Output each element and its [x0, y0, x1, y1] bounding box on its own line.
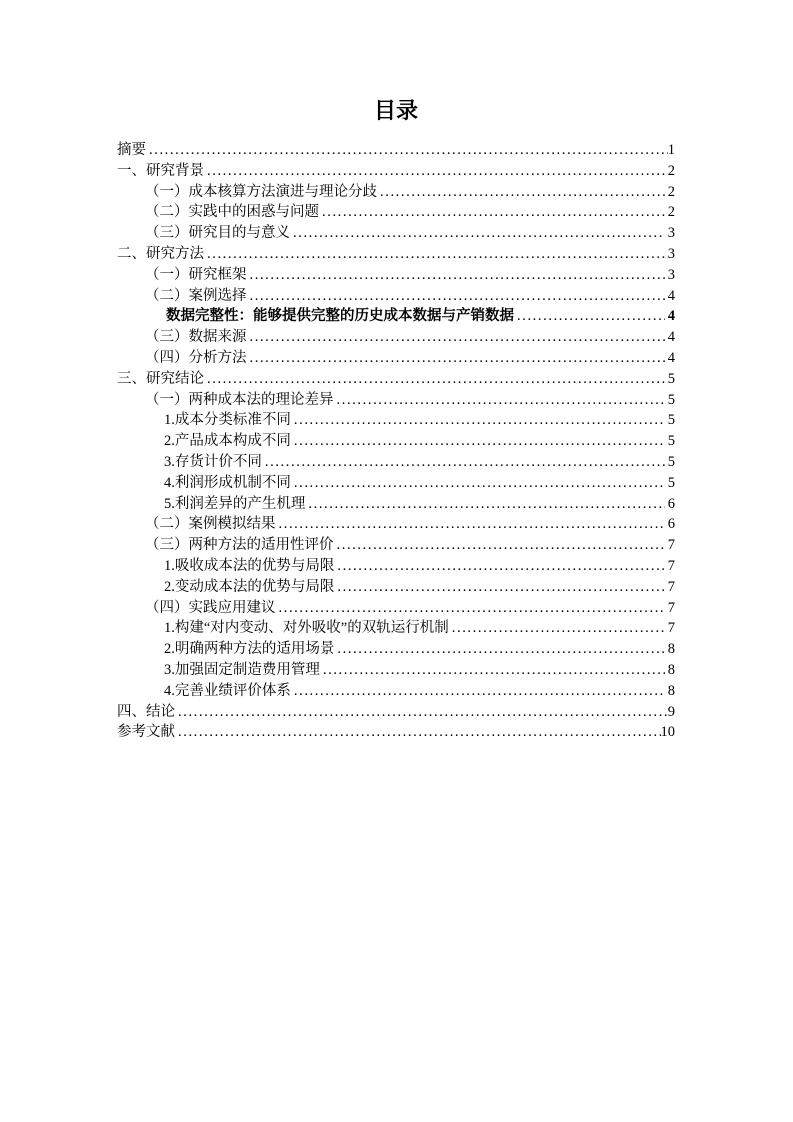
toc-entry[interactable] [117, 514, 675, 535]
dot-leader [337, 390, 665, 411]
toc-entry[interactable] [117, 182, 675, 203]
toc-entry-page: 2 [667, 204, 675, 221]
toc-entry[interactable] [117, 535, 675, 556]
toc-entry-label: 四、结论 [117, 703, 175, 720]
toc-entry-page: 5 [667, 433, 675, 450]
dot-leader [337, 556, 664, 577]
dot-leader [337, 577, 664, 598]
toc-entry-label: （二）案例模拟结果 [145, 516, 276, 533]
toc-entry-label: 二、研究方法 [117, 245, 204, 262]
toc-entry-page: 1 [667, 142, 675, 158]
toc-entry-page: 7 [667, 537, 675, 554]
toc-entry-page: 4 [667, 349, 675, 366]
toc-entry-label: 2.产品成本构成不同 [164, 433, 291, 450]
toc-entry-page: 7 [667, 578, 675, 595]
toc-entry-label: （四）分析方法 [145, 349, 247, 366]
toc-entry[interactable] [117, 494, 675, 515]
toc-list [117, 140, 675, 743]
toc-entry[interactable] [117, 223, 675, 244]
toc-entry-page: 10 [660, 724, 675, 741]
dot-leader [149, 140, 668, 161]
toc-entry[interactable] [117, 639, 675, 660]
toc-entry-label: 1.成本分类标准不同 [164, 412, 291, 429]
dot-leader [380, 182, 665, 203]
toc-entry-page: 5 [667, 391, 675, 408]
toc-entry-label: 5.利润差异的产生机理 [164, 495, 306, 512]
toc-entry[interactable] [117, 473, 675, 494]
toc-entry-label: （一）成本核算方法演进与理论分歧 [145, 183, 377, 200]
dot-leader [294, 473, 665, 494]
dot-leader [294, 410, 665, 431]
toc-entry-page: 2 [667, 162, 675, 179]
toc-entry-page: 5 [667, 453, 675, 470]
toc-entry-label: （三）数据来源 [145, 329, 247, 346]
dot-leader [308, 494, 664, 515]
dot-leader [207, 369, 668, 390]
dot-leader [337, 639, 664, 660]
dot-leader [337, 535, 665, 556]
toc-entry-label: 4.完善业绩评价体系 [164, 682, 291, 699]
toc-entry-page: 4 [667, 308, 675, 325]
toc-entry-page: 6 [667, 495, 675, 512]
toc-entry[interactable] [117, 244, 675, 265]
toc-entry-page: 6 [667, 516, 675, 533]
toc-entry[interactable] [117, 140, 675, 161]
toc-entry-page: 3 [667, 225, 675, 242]
dot-leader [250, 265, 665, 286]
toc-entry[interactable] [117, 410, 675, 431]
dot-leader [178, 702, 668, 723]
toc-entry-label: 4.利润形成机制不同 [164, 474, 291, 491]
toc-entry[interactable] [117, 702, 675, 723]
toc-entry-page: 5 [667, 474, 675, 491]
dot-leader [250, 327, 665, 348]
toc-entry[interactable] [117, 390, 675, 411]
toc-entry[interactable] [117, 327, 675, 348]
toc-entry[interactable] [117, 722, 675, 743]
toc-entry-page: 5 [667, 412, 675, 429]
toc-entry-label: 3.加强固定制造费用管理 [164, 661, 320, 678]
dot-leader [250, 348, 665, 369]
toc-entry[interactable] [117, 618, 675, 639]
toc-entry[interactable] [117, 598, 675, 619]
toc-entry-label: （二）实践中的困惑与问题 [145, 204, 319, 221]
toc-entry-label: 参考文献 [117, 724, 175, 741]
toc-entry[interactable] [117, 577, 675, 598]
toc-entry[interactable] [117, 369, 675, 390]
toc-entry-label: 三、研究结论 [117, 370, 204, 387]
toc-entry-page: 9 [667, 703, 675, 720]
toc-entry-page: 8 [667, 682, 675, 699]
toc-entry-label: 1.吸收成本法的优势与局限 [164, 557, 335, 574]
dot-leader [323, 660, 665, 681]
toc-entry-label: （二）案例选择 [145, 287, 247, 304]
toc-entry-page: 4 [667, 329, 675, 346]
toc-entry-page: 7 [667, 620, 675, 637]
toc-entry[interactable] [117, 681, 675, 702]
toc-entry[interactable] [117, 161, 675, 182]
dot-leader [279, 514, 665, 535]
toc-entry-page: 7 [667, 599, 675, 616]
dot-leader [294, 681, 665, 702]
toc-entry-label: 摘要 [117, 142, 146, 158]
toc-entry-page: 8 [667, 641, 675, 658]
toc-entry[interactable] [117, 556, 675, 577]
toc-entry-page: 3 [667, 266, 675, 283]
toc-title: 目录 [373, 98, 418, 123]
toc-entry-label: 一、研究背景 [117, 162, 204, 179]
toc-entry-label: （四）实践应用建议 [145, 599, 276, 616]
toc-entry-label: （一）研究框架 [145, 266, 247, 283]
toc-entry-label: 2.明确两种方法的适用场景 [164, 641, 335, 658]
toc-entry[interactable] [117, 660, 675, 681]
toc-entry-page: 5 [667, 370, 675, 387]
toc-entry[interactable] [117, 452, 675, 473]
toc-entry-label: 1.构建“对内变动、对外吸收”的双轨运行机制 [164, 620, 449, 637]
dot-leader [178, 722, 661, 743]
toc-entry-page: 4 [667, 287, 675, 304]
dot-leader [279, 598, 665, 619]
toc-entry[interactable] [117, 306, 675, 327]
toc-entry-label: （一）两种成本法的理论差异 [145, 391, 334, 408]
toc-entry[interactable] [117, 202, 675, 223]
dot-leader [294, 431, 665, 452]
toc-entry[interactable] [117, 348, 675, 369]
toc-entry-label: 2.变动成本法的优势与局限 [164, 578, 335, 595]
dot-leader [293, 223, 665, 244]
toc-entry[interactable] [117, 265, 675, 286]
toc-entry-label: 数据完整性：能够提供完整的历史成本数据与产销数据 [166, 308, 514, 325]
dot-leader [452, 618, 665, 639]
toc-entry-page: 2 [667, 183, 675, 200]
toc-entry-label: （三）研究目的与意义 [145, 225, 290, 242]
dot-leader [265, 452, 665, 473]
dot-leader [250, 286, 665, 307]
toc-entry[interactable] [117, 286, 675, 307]
dot-leader [207, 244, 668, 265]
toc-entry-page: 7 [667, 557, 675, 574]
toc-entry-label: 3.存货计价不同 [164, 453, 262, 470]
toc-entry-page: 8 [667, 661, 675, 678]
toc-entry-page: 3 [667, 245, 675, 262]
toc-entry-label: （三）两种方法的适用性评价 [145, 537, 334, 554]
dot-leader [207, 161, 668, 182]
toc-entry[interactable] [117, 431, 675, 452]
dot-leader [517, 306, 665, 327]
dot-leader [322, 202, 665, 223]
